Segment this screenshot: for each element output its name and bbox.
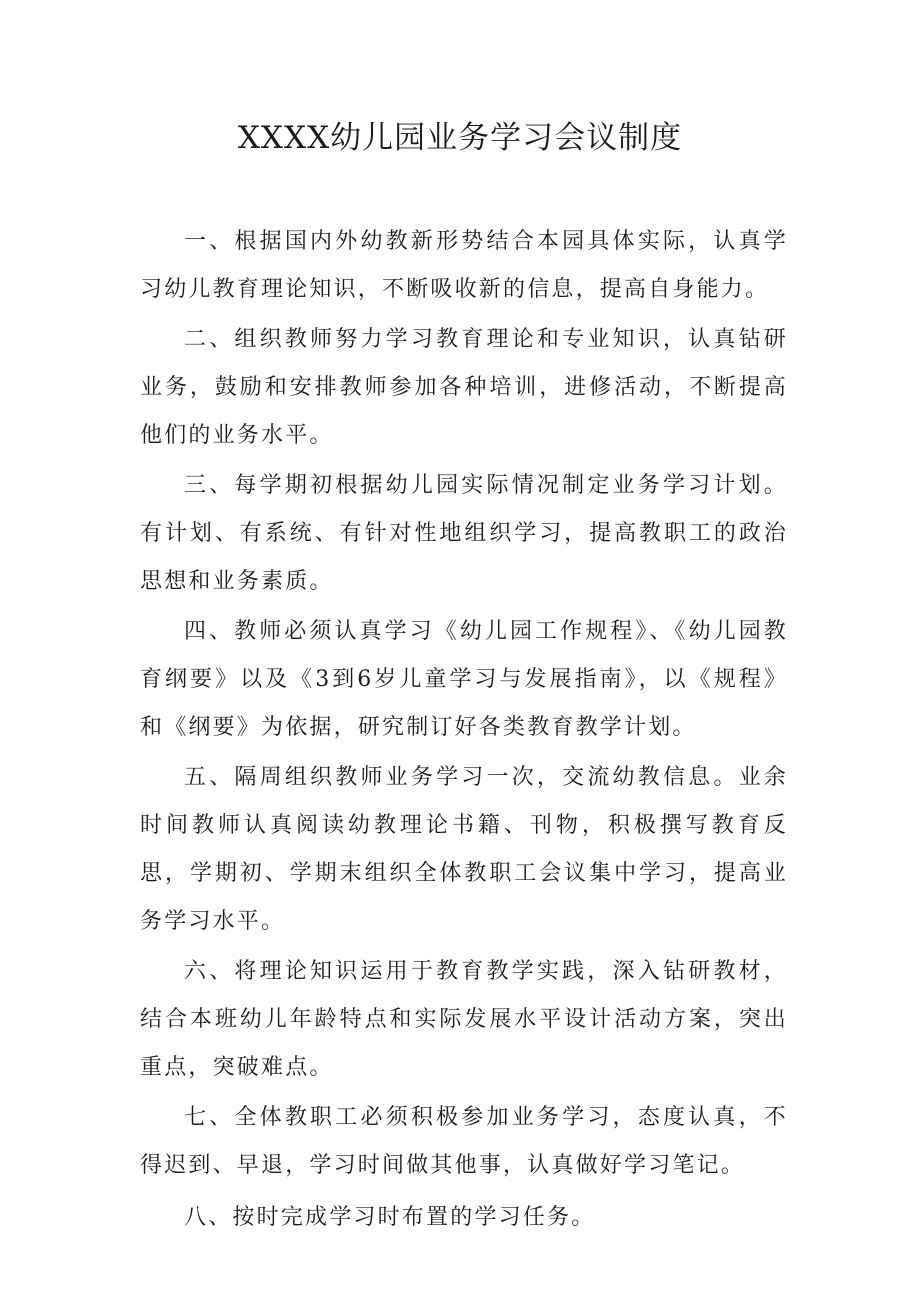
- paragraph-2: 二、组织教师努力学习教育理论和专业知识，认真钻研业务，鼓励和安排教师参加各种培训，进修活动，不断提高他们的业务水平。: [140, 327, 788, 448]
- paragraph-6: 六、将理论知识运用于教育教学实践，深入钻研教材，结合本班幼儿年龄特点和实际发展水平设计活动方案，突出重点，突破难点。: [140, 959, 788, 1080]
- paragraph-1: 一、根据国内外幼教新形势结合本园具体实际，认真学习幼儿教育理论知识，不断吸收新的信息，提高自身能力。: [140, 229, 788, 302]
- document-title: XXXX幼儿园业务学习会议制度: [237, 120, 683, 156]
- document-body: [140, 218, 788, 1244]
- paragraph-3: 三、每学期初根据幼儿园实际情况制定业务学习计划。有计划、有系统、有针对性地组织学习，提高教职工的政治思想和业务素质。: [140, 473, 788, 594]
- paragraph-7: 七、全体教职工必须积极参加业务学习，态度认真，不得迟到、早退，学习时间做其他事，认真做好学习笔记。: [140, 1105, 788, 1178]
- paragraph-5: 五、隔周组织教师业务学习一次，交流幼教信息。业余时间教师认真阅读幼教理论书籍、刊物，积极撰写教育反思，学期初、学期末组织全体教职工会议集中学习，提高业务学习水平。: [140, 765, 788, 934]
- paragraph-8: 八、按时完成学习时布置的学习任务。: [184, 1205, 596, 1230]
- paragraph-4: 四、教师必须认真学习《幼儿园工作规程》、《幼儿园教育纲要》以及《3到6岁儿童学习与发展指南》，以《规程》和《纲要》为依据，研究制订好各类教育教学计划。: [140, 619, 788, 740]
